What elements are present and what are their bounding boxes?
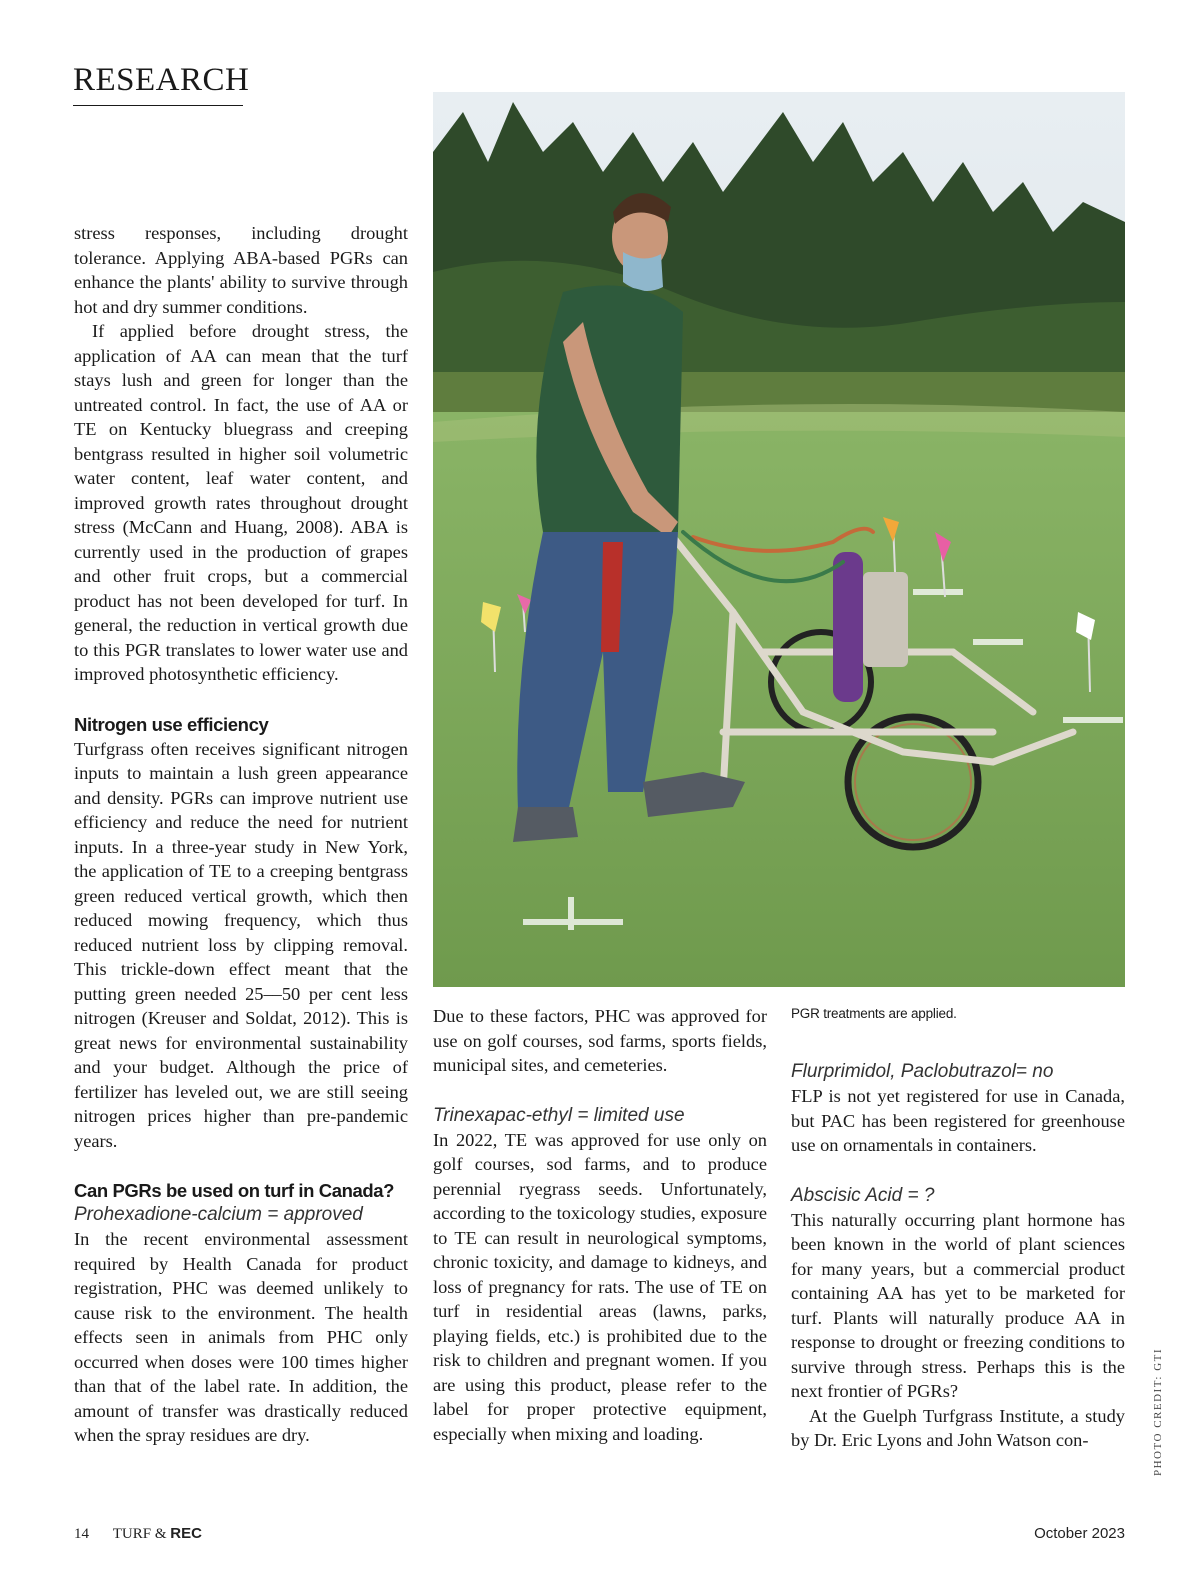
publication-name-suffix: REC	[170, 1525, 202, 1542]
paragraph: FLP is not yet registered for use in Canada, but PAC has been registered for greenhouse use on ornamentals in containers.	[791, 1086, 1125, 1155]
photo-credit: PHOTO CREDIT: GTI	[1152, 1347, 1164, 1476]
paragraph: Due to these factors, PHC was approved for use on golf courses, sod farms, sports fields, municipal sites, and cemeteries.	[433, 1006, 767, 1075]
subheading-canada: Can PGRs be used on turf in Canada?	[74, 1180, 395, 1201]
paragraph: Turfgrass often receives significant nitrogen inputs to maintain a lush green appearance and density. PGRs can improve nutrient use efficiency and reduce the need for nutrient inputs. In a three-year study in New York, the application of TE to a creeping bentgrass green reduced vertical growth, which then reduced mowing frequency, which thus reduced nutrient loss by clipping removal. This trickle-down effect meant that the putting green needed 25––50 per cent less nitrogen (Kreuser and Soldat, 2012). This is great news for environmental sustainability and your budget. Although the price of fertilizer has leveled out, we are still seeing nitrogen prices higher than pre-pandemic years.	[74, 738, 408, 1151]
article-column-2	[433, 1004, 767, 1446]
footer-left	[74, 1525, 202, 1543]
article-column-1	[74, 221, 408, 1448]
paragraph: In the recent environmental assessment required by Health Canada for product registration, PHC was deemed unlikely to cause risk to the environment. The health effects seen in animals from PHC only occurred when doses were 100 times higher than that of the label rate. In addition, the amount of transfer was drastically reduced when the spray residues are dry.	[74, 1229, 408, 1445]
issue-date: October 2023	[1034, 1525, 1125, 1542]
paragraph: At the Guelph Turfgrass Institute, a study by Dr. Eric Lyons and John Watson con-	[791, 1405, 1125, 1450]
photo-pgr-treatment	[433, 92, 1125, 987]
page-number: 14	[74, 1526, 89, 1542]
paragraph: In 2022, TE was approved for use only on golf courses, sod farms, and to produce perennial ryegrass seeds. Unfortunately, according to the toxicology studies, exposure to TE can result in neurological symptoms, chronic toxicity, and damage to kidneys, and loss of pregnancy for rats. The use of TE on turf in residential areas (lawns, parks, playing fields, etc.) is prohibited due to the risk to children and pregnant women. If you are using this product, please refer to the label for proper protective equipment, especially when mixing and loading.	[433, 1129, 767, 1444]
subheading-phc: Prohexadione-calcium = approved	[74, 1204, 363, 1225]
publication-name-prefix: TURF &	[112, 1526, 167, 1542]
paragraph: If applied before drought stress, the application of AA can mean that the turf stays lush and green for longer than the untreated control. In fact, the use of AA or TE on Kentucky bluegrass and creeping bentgrass resulted in higher soil volumetric water content, leaf water content, and improved growth rates throughout drought stress (McCann and Huang, 2008). ABA is currently used in the production of grapes and other fruit crops, but a commercial product has not been developed for turf. In general, the reduction in vertical growth due to this PGR translates to lower water use and improved photosynthetic efficiency.	[74, 321, 408, 684]
section-label: RESEARCH	[73, 62, 243, 106]
photo-caption: PGR treatments are applied.	[791, 1006, 957, 1021]
paragraph: stress responses, including drought tolerance. Applying ABA-based PGRs can enhance the plants' ability to survive through hot and dry summer conditions.	[74, 223, 408, 317]
subheading-nitrogen: Nitrogen use efficiency	[74, 713, 269, 735]
subheading-flp: Flurprimidol, Paclobutrazol= no	[791, 1061, 1054, 1082]
photo-illustration	[433, 92, 1125, 987]
subheading-te: Trinexapac-ethyl = limited use	[433, 1104, 685, 1126]
article-column-3	[791, 1004, 1125, 1453]
paragraph: This naturally occurring plant hormone has been known in the world of plant sciences for many years, but a commercial product containing AA has yet to be marketed for turf. Plants will naturally produce AA in response to drought or freezing conditions to survive through stress. Perhaps this is the next frontier of PGRs?	[791, 1209, 1125, 1401]
subheading-aa: Abscisic Acid = ?	[791, 1184, 935, 1206]
